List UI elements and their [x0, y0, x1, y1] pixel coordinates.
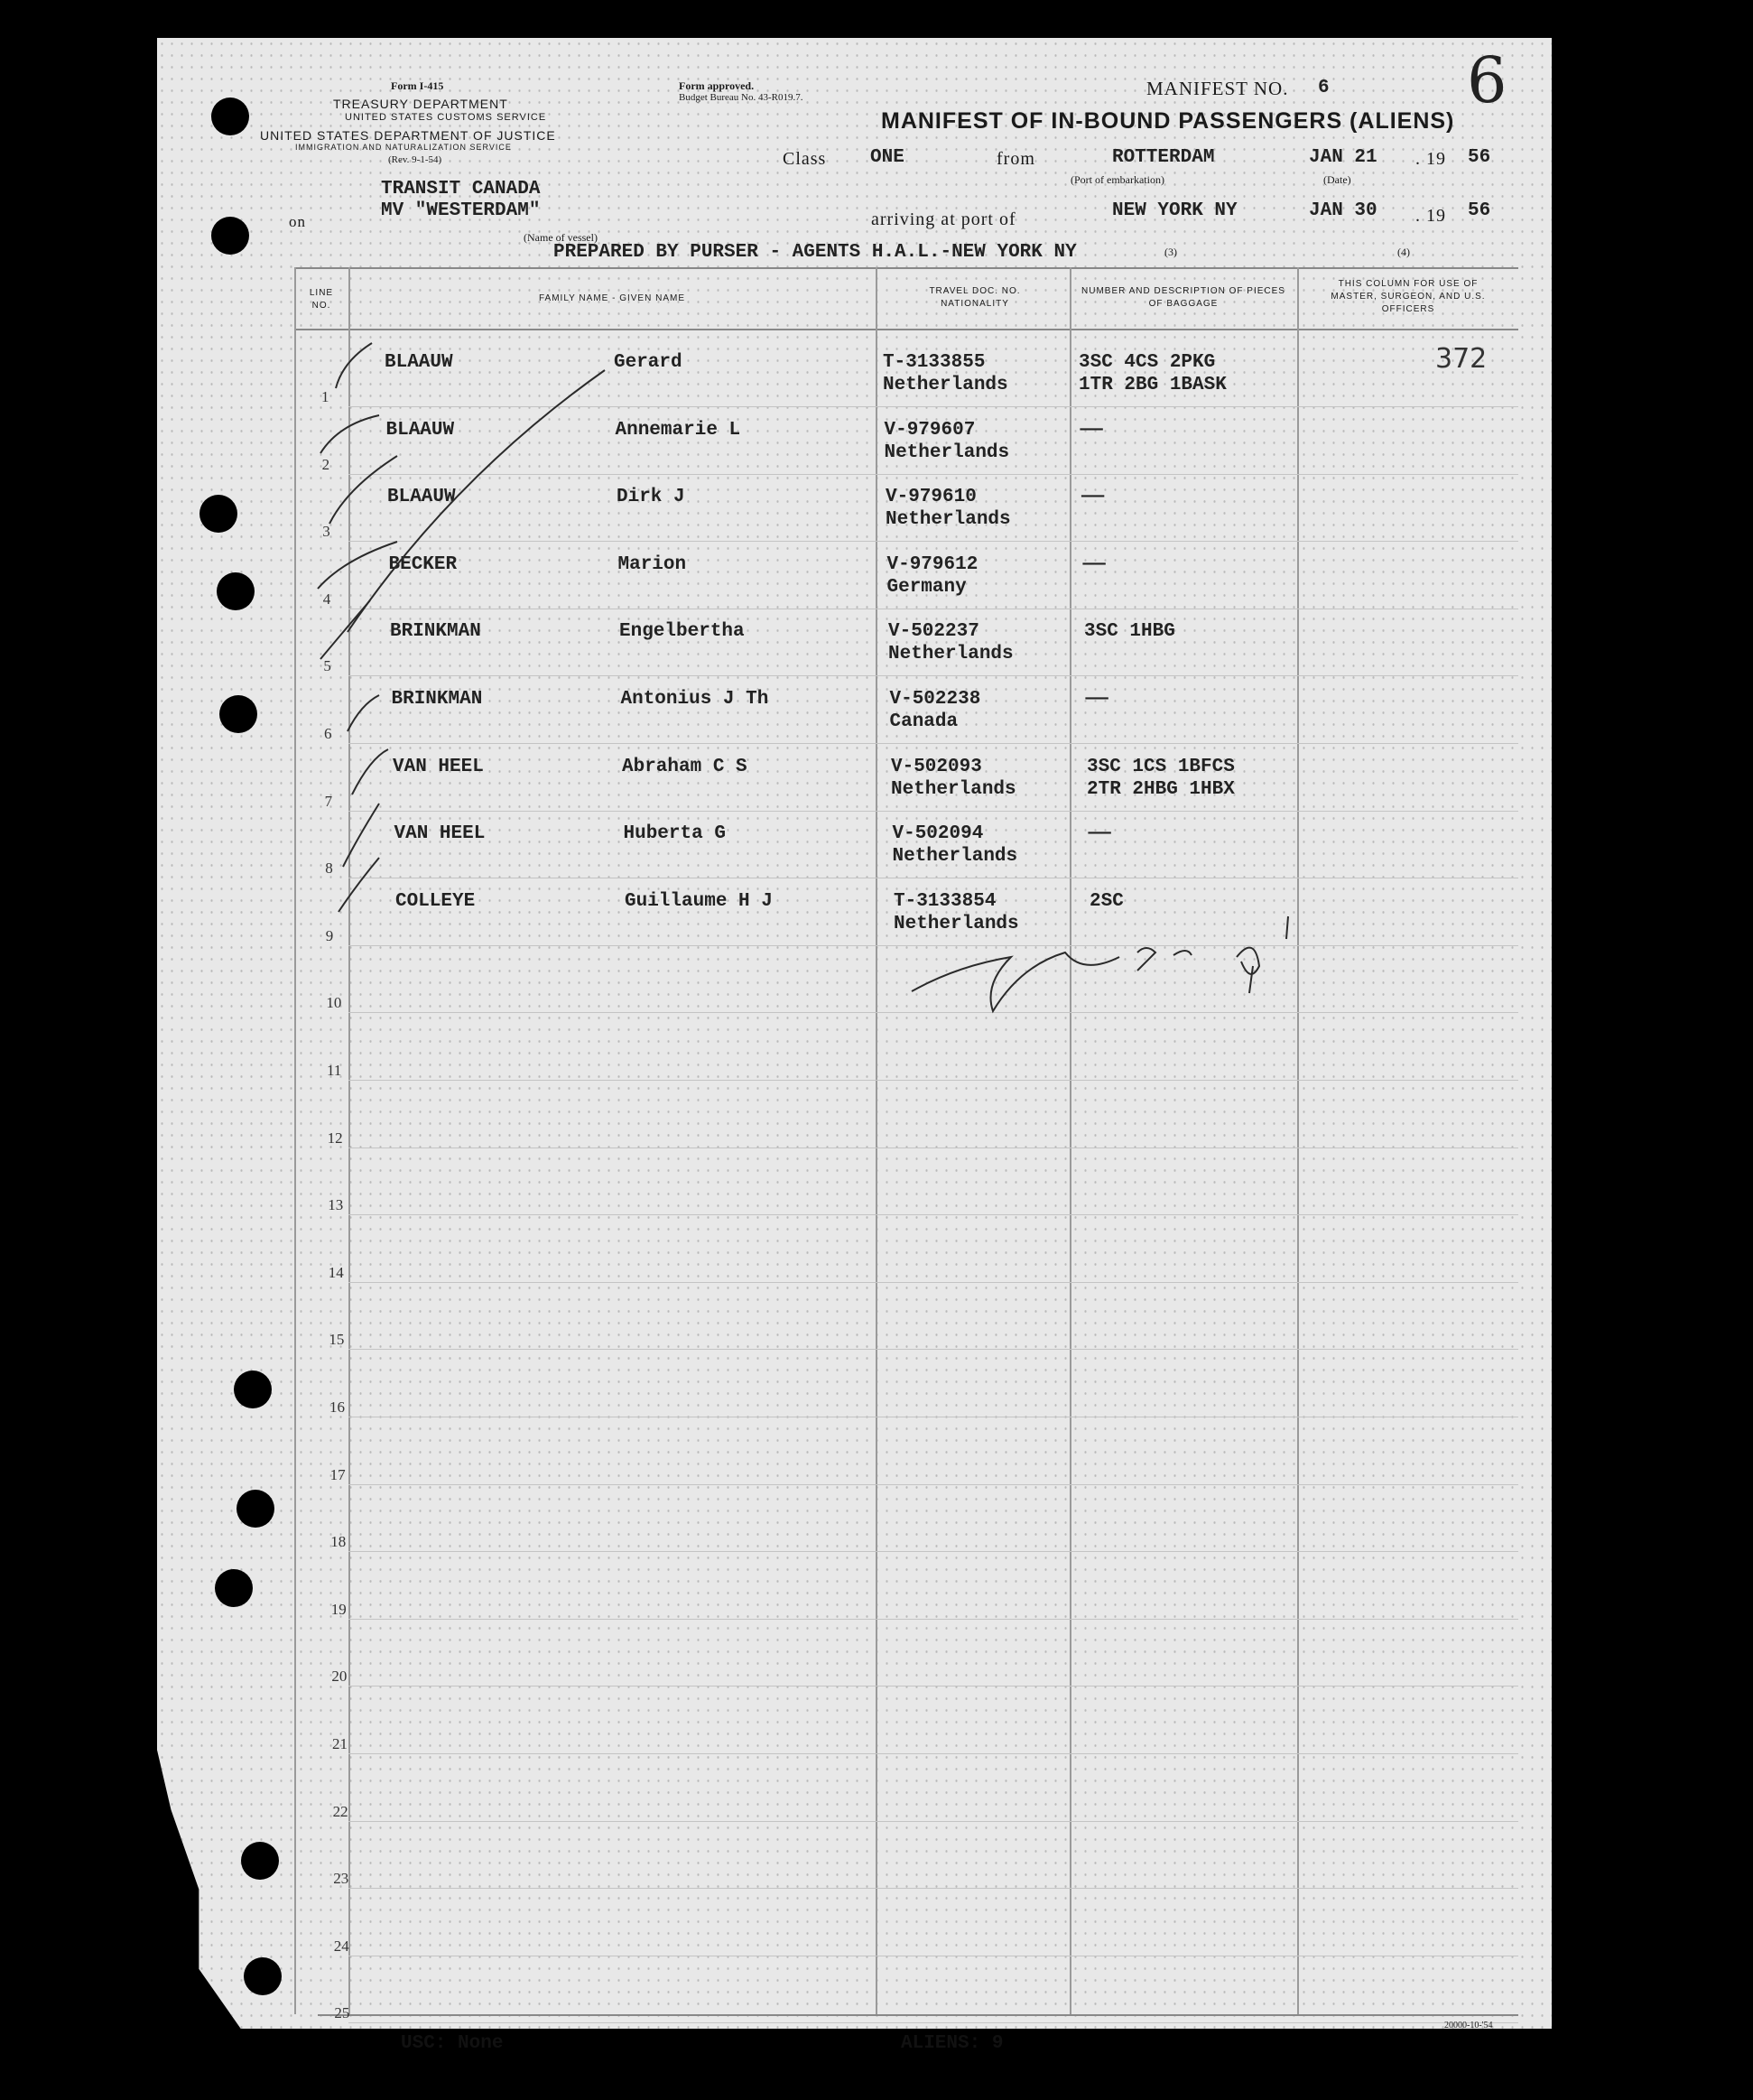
- arrival-port: NEW YORK NY: [1112, 200, 1238, 221]
- line-number: 16: [329, 1398, 345, 1416]
- departure-year-prefix: . 19: [1415, 149, 1446, 169]
- line-number: 7: [324, 792, 333, 810]
- col-header-travel-doc: TRAVEL DOC. NO. NATIONALITY: [929, 286, 1021, 309]
- nationality: Netherlands: [883, 375, 1008, 395]
- family-name: BLAAUW: [385, 419, 455, 441]
- date-caption: (Date): [1323, 173, 1351, 186]
- treasury-department: TREASURY DEPARTMENT: [333, 97, 508, 111]
- customs-service: UNITED STATES CUSTOMS SERVICE: [345, 112, 547, 123]
- usc-count: USC: None: [401, 2033, 504, 2054]
- line-number: 3: [322, 523, 330, 541]
- line-number: 1: [321, 388, 329, 405]
- row-rule: [348, 1080, 1518, 1081]
- travel-doc-no: V-979612: [886, 553, 979, 575]
- baggage-line-1: ——: [1088, 823, 1111, 845]
- baggage-line-1: ——: [1081, 487, 1105, 508]
- row-rule: [348, 1349, 1518, 1350]
- line-number: 22: [332, 1802, 348, 1820]
- row-rule: [348, 1686, 1518, 1687]
- baggage-line-1: ——: [1082, 553, 1106, 575]
- nationality: Netherlands: [894, 913, 1019, 934]
- row-rule: [348, 1484, 1518, 1485]
- family-name: BRINKMAN: [390, 621, 481, 643]
- row-rule: [348, 675, 1518, 676]
- baggage-line-2: 2TR 2HBG 1HBX: [1087, 778, 1235, 800]
- column-4-marker: (4): [1397, 246, 1410, 258]
- arrival-date: JAN 30: [1309, 200, 1377, 221]
- row-rule: [348, 1753, 1518, 1754]
- nationality: Netherlands: [892, 846, 1018, 868]
- col-header-line-no: LINE NO.: [309, 288, 334, 311]
- family-name: BRINKMAN: [391, 689, 483, 710]
- row-rule: [348, 1888, 1518, 1889]
- manifest-page: [157, 38, 1552, 2029]
- row-rule: [348, 474, 1518, 475]
- travel-doc-no: T-3133855: [883, 352, 986, 373]
- form-number: Form I-415: [391, 79, 444, 92]
- binder-hole: [234, 1371, 272, 1408]
- table-left-border: [294, 267, 296, 2014]
- line-number: 21: [332, 1735, 348, 1752]
- table-header-rule: [294, 329, 1518, 330]
- prepared-by: PREPARED BY PURSER - AGENTS H.A.L.-NEW YORK NY: [553, 242, 1077, 263]
- row-rule: [348, 945, 1518, 946]
- from-label: from: [997, 149, 1035, 169]
- row-rule: [348, 1551, 1518, 1552]
- travel-doc-no: T-3133854: [894, 890, 997, 912]
- family-name: BLAAUW: [385, 352, 453, 373]
- baggage-divider: [1297, 267, 1299, 2014]
- travel-doc-no: V-502094: [892, 823, 984, 845]
- line-number: 4: [322, 590, 331, 608]
- class-label: Class: [783, 149, 827, 169]
- nationality: Netherlands: [886, 509, 1011, 531]
- binder-hole: [211, 98, 249, 135]
- vessel-caption: (Name of vessel): [524, 231, 598, 244]
- line-number: 15: [329, 1331, 345, 1349]
- line-number: 6: [324, 725, 332, 742]
- officer-number: 372: [1435, 343, 1488, 375]
- travel-doc-no: V-979610: [886, 487, 977, 508]
- baggage-line-1: ——: [1085, 689, 1108, 710]
- line-number: 11: [327, 1062, 342, 1079]
- nationality: Netherlands: [884, 441, 1010, 463]
- row-rule: [348, 1012, 1518, 1013]
- baggage-line-1: 2SC: [1090, 890, 1124, 912]
- given-name: Guillaume H J: [625, 890, 773, 912]
- nationality: Germany: [886, 576, 967, 598]
- vessel-line-1: TRANSIT CANADA: [381, 179, 541, 200]
- table-bottom-rule: [318, 2014, 1518, 2016]
- arrival-year: 56: [1468, 200, 1491, 221]
- line-number: 12: [327, 1129, 343, 1147]
- given-name: Dirk J: [617, 487, 685, 508]
- travel-doc-no: V-502238: [889, 689, 981, 710]
- line-number: 13: [328, 1196, 344, 1214]
- print-code: 20000-10-'54: [1444, 2021, 1493, 2030]
- row-rule: [348, 1214, 1518, 1215]
- manifest-title: MANIFEST OF IN-BOUND PASSENGERS (ALIENS): [881, 108, 1455, 134]
- binder-hole: [244, 1957, 282, 1995]
- manifest-no-value: 6: [1318, 78, 1330, 98]
- col-header-baggage: NUMBER AND DESCRIPTION OF PIECES OF BAGGAGE: [1081, 286, 1285, 309]
- departure-year: 56: [1468, 147, 1491, 168]
- binder-hole: [199, 495, 237, 533]
- baggage-line-1: ——: [1080, 419, 1103, 441]
- binder-hole: [241, 1842, 279, 1880]
- given-name: Antonius J Th: [620, 689, 769, 710]
- given-name: Abraham C S: [622, 756, 747, 777]
- binder-hole: [237, 1490, 274, 1528]
- row-rule: [348, 541, 1518, 542]
- baggage-line-2: 1TR 2BG 1BASK: [1079, 375, 1227, 395]
- line-number: 9: [325, 926, 334, 944]
- line-number: 23: [333, 1870, 349, 1888]
- baggage-line-1: 3SC 1HBG: [1084, 621, 1175, 643]
- row-rule: [348, 1821, 1518, 1822]
- budget-bureau: Budget Bureau No. 43-R019.7.: [679, 92, 803, 103]
- arriving-label: arriving at port of: [871, 209, 1016, 229]
- baggage-line-1: 3SC 4CS 2PKG: [1079, 352, 1216, 373]
- port-caption: (Port of embarkation): [1071, 173, 1164, 186]
- table-top-rule: [294, 267, 1518, 269]
- form-approved: Form approved.: [679, 79, 755, 92]
- row-rule: [348, 406, 1518, 407]
- baggage-line-1: 3SC 1CS 1BFCS: [1087, 756, 1235, 777]
- line-number: 20: [331, 1668, 348, 1686]
- nationality: Netherlands: [888, 644, 1014, 665]
- class-value: ONE: [870, 147, 904, 168]
- line-number: 17: [329, 1465, 346, 1483]
- column-3-marker: (3): [1164, 246, 1177, 258]
- line-no-divider: [348, 267, 350, 2014]
- ins-service: IMMIGRATION AND NATURALIZATION SERVICE: [295, 143, 512, 152]
- arrival-year-prefix: . 19: [1415, 206, 1446, 226]
- line-number: 24: [333, 1937, 349, 1955]
- binder-hole: [217, 572, 255, 610]
- embarkation-port: ROTTERDAM: [1112, 147, 1215, 168]
- given-name: Gerard: [614, 352, 682, 373]
- row-rule: [348, 2022, 1518, 2023]
- manifest-no-label: MANIFEST NO.: [1146, 78, 1289, 99]
- vessel-line-2: MV "WESTERDAM": [381, 200, 541, 221]
- col-header-name: FAMILY NAME - GIVEN NAME: [539, 293, 685, 303]
- travel-doc-no: V-502093: [891, 756, 982, 777]
- line-number: 8: [325, 860, 333, 878]
- department-of-justice: UNITED STATES DEPARTMENT OF JUSTICE: [260, 128, 556, 143]
- line-number: 18: [330, 1533, 347, 1551]
- row-rule: [348, 1619, 1518, 1620]
- travel-doc-no: V-979607: [884, 419, 976, 441]
- family-name: VAN HEEL: [393, 756, 484, 777]
- family-name: BECKER: [388, 553, 458, 575]
- revision-date: (Rev. 9-1-54): [388, 154, 442, 165]
- given-name: Annemarie L: [615, 419, 741, 441]
- name-divider: [876, 267, 877, 2014]
- on-label: on: [289, 213, 306, 230]
- family-name: COLLEYE: [395, 890, 476, 912]
- binder-hole: [211, 217, 249, 255]
- row-rule: [348, 811, 1518, 812]
- given-name: Marion: [617, 553, 687, 575]
- col-header-officers: THIS COLUMN FOR USE OF MASTER, SURGEON, AND U.S. OFFICERS: [1331, 279, 1486, 314]
- family-name: BLAAUW: [387, 487, 456, 508]
- nationality: Netherlands: [891, 778, 1016, 800]
- row-rule: [348, 1282, 1518, 1283]
- doc-divider: [1070, 267, 1071, 2014]
- line-number: 10: [326, 994, 342, 1012]
- binder-hole: [215, 1569, 253, 1607]
- line-number: 19: [330, 1600, 347, 1618]
- travel-doc-no: V-502237: [888, 621, 979, 643]
- given-name: Huberta G: [623, 823, 726, 845]
- family-name: VAN HEEL: [394, 823, 486, 845]
- line-number: 25: [334, 2004, 350, 2022]
- page-mark: 6: [1467, 43, 1507, 117]
- binder-hole: [219, 695, 257, 733]
- given-name: Engelbertha: [619, 621, 745, 643]
- departure-date: JAN 21: [1309, 147, 1377, 168]
- aliens-count: ALIENS: 9: [901, 2033, 1004, 2054]
- line-number: 5: [323, 657, 331, 675]
- nationality: Canada: [889, 711, 959, 732]
- line-number: 2: [321, 455, 330, 473]
- row-rule: [348, 743, 1518, 744]
- line-number: 14: [328, 1263, 344, 1281]
